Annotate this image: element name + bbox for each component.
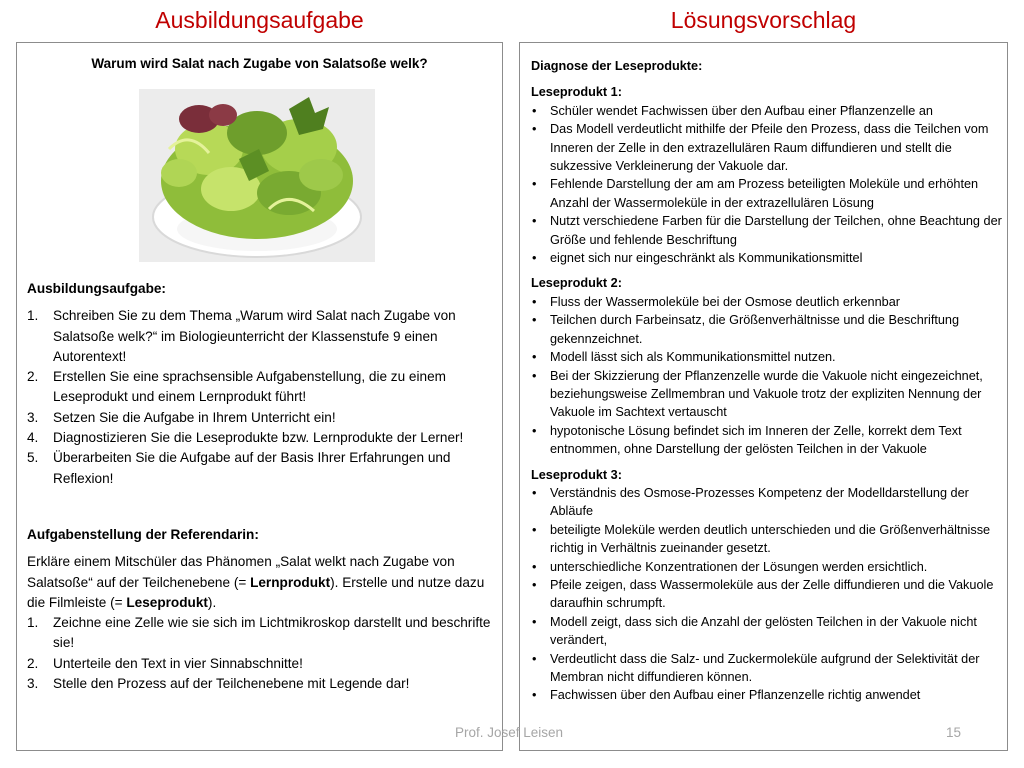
question-title: Warum wird Salat nach Zugabe von Salatsoße welk? <box>91 56 428 71</box>
list-item: 1. Zeichne eine Zelle wie sie sich im Lichtmikroskop darstellt und beschrifte sie! <box>27 615 491 651</box>
footer-author: Prof. Josef Leisen <box>455 725 564 740</box>
list-item: 5. Überarbeiten Sie die Aufgabe auf der Basis Ihrer Erfahrungen und Reflexion! <box>27 450 451 486</box>
solution-panel <box>519 42 1008 751</box>
solution-body <box>531 57 1003 712</box>
right-heading: Lösungsvorschlag <box>670 7 857 33</box>
list-item: • Teilchen durch Farbeinsatz, die Größenverhältnisse und die Beschriftung gekennzeichnet. <box>531 311 1003 348</box>
task-body <box>27 279 497 694</box>
diagnosis-title: Diagnose der Leseprodukte: <box>531 59 703 73</box>
left-heading: Ausbildungsaufgabe <box>155 7 364 33</box>
task-panel <box>16 42 503 751</box>
list-item: • Modell zeigt, dass sich die Anzahl der gelösten Teilchen in der Vakuole nicht verändert, <box>531 613 1003 650</box>
list-item: 2. Unterteile den Text in vier Sinnabschnitte! <box>27 655 303 671</box>
list-item: • unterschiedliche Konzentrationen der Lösungen werden ersichtlich. <box>531 558 1003 576</box>
salad-bowl-photo <box>139 89 375 262</box>
list-item: • Fluss der Wassermoleküle bei der Osmose deutlich erkennbar <box>531 293 1003 311</box>
list-item: 4. Diagnostizieren Sie die Leseprodukte bzw. Lernprodukte der Lerner! <box>27 430 464 446</box>
list-item: 1. Schreiben Sie zu dem Thema „Warum wird Salat nach Zugabe von Salatsoße welk?“ im Biologieunterricht der Klassenstufe 9 einen Autorentext! <box>27 308 456 364</box>
list-item: • Verständnis des Osmose-Prozesses Kompetenz der Modelldarstellung der Abläufe <box>531 484 1003 521</box>
list-item: • beteiligte Moleküle werden deutlich unterschieden und die Größenverhältnisse richtig in Verhältnis zueinander gesetzt. <box>531 521 1003 558</box>
leseprodukt-title: Leseprodukt 3: <box>531 467 622 482</box>
leseprodukt-title: Leseprodukt 2: <box>531 276 622 291</box>
referendarin-section-title: Aufgabenstellung der Referendarin: <box>27 526 259 542</box>
list-item: 3. Setzen Sie die Aufgabe in Ihrem Unterricht ein! <box>27 409 336 425</box>
list-item: 2. Erstellen Sie eine sprachsensible Aufgabenstellung, die zu einem Leseprodukt und einem Lernprodukt führt! <box>27 369 446 405</box>
list-item: • hypotonische Lösung befindet sich im Inneren der Zelle, korrekt dem Text entnommen, ohne Darstellung der gelösten Teilchen in der Vakuole <box>531 422 1003 459</box>
list-item: • Schüler wendet Fachwissen über den Aufbau einer Pflanzenzelle an <box>531 102 1003 120</box>
leseprodukt-3 <box>531 466 1003 705</box>
list-item: 3. Stelle den Prozess auf der Teilchenebene mit Legende dar! <box>27 676 410 692</box>
referendarin-intro: Erkläre einem Mitschüler das Phänomen „Salat welkt nach Zugabe von Salatsoße“ auf der Teilchenebene (= Lernprodukt). Erstelle und nutze dazu die Filmleiste (= Leseprodukt). <box>27 554 485 610</box>
list-item: • Verdeutlicht dass die Salz- und Zuckermoleküle aufgrund der Selektivität der Membran nicht diffundieren können. <box>531 650 1003 687</box>
leseprodukt-2 <box>531 274 1003 458</box>
list-item: • Das Modell verdeutlicht mithilfe der Pfeile den Prozess, dass die Teilchen vom Inneren der Zelle in den extrazellulären Raum diffundieren und stellt die sukzessive Verkleinerung der Vakuole dar. <box>531 120 1003 175</box>
referendarin-steps <box>27 613 497 694</box>
list-item: • Nutzt verschiedene Farben für die Darstellung der Teilchen, ohne Beachtung der Größe und fehlende Beschriftung <box>531 212 1003 249</box>
list-item: • Modell lässt sich als Kommunikationsmittel nutzen. <box>531 348 1003 366</box>
list-item: • Fachwissen über den Aufbau einer Pflanzenzelle richtig anwendet <box>531 686 1003 704</box>
page-number: 15 <box>946 725 962 740</box>
list-item: • eignet sich nur eingeschränkt als Kommunikationsmittel <box>531 249 1003 267</box>
task-section-title: Ausbildungsaufgabe: <box>27 281 166 296</box>
task-list <box>27 306 497 489</box>
list-item: • Bei der Skizzierung der Pflanzenzelle wurde die Vakuole nicht eingezeichnet, beziehungsweise Zellmembran und Vakuole trotz der expliziten Nennung der Vakuole im Sachtext vertauscht <box>531 367 1003 422</box>
leseprodukt-title: Leseprodukt 1: <box>531 85 622 100</box>
list-item: • Fehlende Darstellung der am am Prozess beteiligten Moleküle und erhöhten Anzahl der Wassermoleküle in der extrazellulären Lösung <box>531 175 1003 212</box>
leseprodukt-1 <box>531 83 1003 267</box>
list-item: • Pfeile zeigen, dass Wassermoleküle aus der Zelle diffundieren und die Vakuole daraufhin schrumpft. <box>531 576 1003 613</box>
